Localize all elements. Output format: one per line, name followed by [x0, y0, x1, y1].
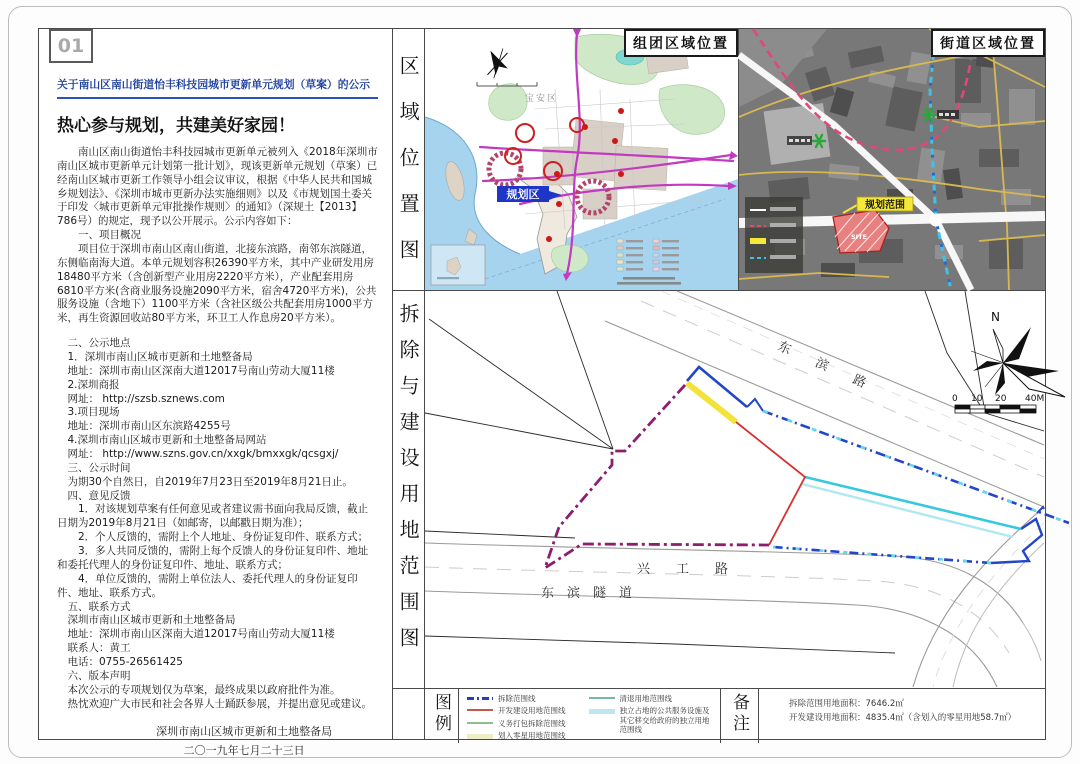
- legend-swatch: [467, 709, 493, 711]
- notice-paragraph: 项目位于深圳市南山区南山街道，北接东滨路，南邻东滨隧道，东侧临南海大道。本单元规划容积26390平方米，其中产业研发用房18480平方米（含创新型产业用房2220平方米），产业配套用房6810平方米(含商业服务设施2090平方米，宿舍4720平方米)，公共服务设施（含地下）1100平方米（含社区级公共配套用房1000平方米，再生资源回收站80平方米，环卫工人作息房20平方米）。: [57, 243, 377, 325]
- signature-block: [134, 723, 354, 760]
- legend-item: [467, 694, 579, 703]
- cluster-map-cell: [425, 29, 739, 290]
- notes-body: [759, 689, 1045, 743]
- site-plan-map: [425, 291, 1044, 688]
- legend-swatch: [589, 709, 615, 714]
- label-region-location-map: 区域位置图: [396, 55, 421, 285]
- legend-item-label: 拆除范围线: [498, 694, 536, 703]
- legend-item: [467, 731, 579, 740]
- label-demolition-construction-map: 拆除与建设用地范围图: [396, 303, 421, 663]
- notice-paragraph: 联系人：黄工: [67, 642, 131, 655]
- road-label-dongbin: 东滨路: [775, 338, 894, 403]
- notice-paragraph: 南山区南山街道怡丰科技园城市更新单元被列入《2018年深圳市南山区城市更新单元计划第一批计划》，现该更新单元规划（草案）已经南山区城市更新工作领导小组会议审议，根据《中华人民共和国城乡规划法》、《深圳市城市更新办法实施细则》以及《市规划国土委关于印发〈城市更新单元审批操作规则〉的通知》（深规土【2013】786号）的规定，现予以公开展示。公示内容如下：: [57, 146, 378, 228]
- notice-paragraph: 电话：0755-26561425: [67, 655, 183, 668]
- site-text: SITE: [851, 233, 867, 241]
- legend-item: [589, 694, 716, 703]
- street-map: [739, 29, 1045, 290]
- notice-paragraph: 地址：深圳市南山区深南大道12017号南山劳动大厦11楼: [67, 364, 335, 377]
- notice-paragraph: 本次公示的专项规划仅为草案，最终成果以政府批件为准。: [67, 683, 341, 696]
- notice-paragraph: 2.深圳商报: [67, 378, 120, 391]
- notice-paragraph: 网址： http://www.szns.gov.cn/xxgk/bmxxgk/qcsgxj/: [67, 448, 339, 461]
- legend-item: [467, 706, 579, 715]
- section-label-strip: [393, 29, 425, 739]
- cluster-map-badge: 组团区域位置: [624, 29, 738, 57]
- notice-paragraph: 六、版本声明: [67, 669, 131, 682]
- street-map-badge: 街道区域位置: [931, 29, 1045, 57]
- inset-map: [431, 245, 485, 285]
- notice-slogan: 热心参与规划，共建美好家园！: [57, 116, 295, 136]
- notice-paragraph: 4.深圳市南山区城市更新和土地整备局网站: [67, 434, 267, 447]
- station-label: [787, 136, 812, 145]
- title-rule: [57, 97, 378, 99]
- notice-paragraph: 地址：深圳市南山区东滨路4255号: [67, 420, 231, 433]
- notice-paragraph: 4．单位反馈的，需附上单位法人、委托代理人的身份证复印件、地址、联系方式。: [57, 572, 358, 599]
- signature-date: 二〇一九年七月二十三日: [183, 744, 305, 758]
- svg-text:10: 10: [971, 394, 983, 404]
- baoan-district-label: 宝安区: [525, 94, 559, 104]
- legend-label: 图例: [431, 693, 451, 735]
- legend-item-label: 划入零星用地范围线: [498, 731, 566, 741]
- street-legend-box: [745, 197, 803, 273]
- notice-paragraph: 1．对该规划草案有任何意见或者建议需书面向我局反馈，截止日期为2019年8月21日（如邮寄，以邮戳日期为准）；: [57, 503, 369, 530]
- notice-paragraph: 为期30个自然日，自2019年7月23日至2019年8月21日止。: [67, 475, 353, 488]
- legend-swatch: [467, 734, 493, 739]
- svg-text:40M: 40M: [1025, 394, 1045, 404]
- legend-body: [459, 689, 721, 743]
- legend-notes-row: [425, 689, 1045, 743]
- notice-title: 关于南山区南山街道怡丰科技园城市更新单元规划（草案）的公示: [57, 78, 371, 91]
- legend-item: [589, 706, 716, 734]
- notice-paragraph: 3．多人共同反馈的，需附上每个反馈人的身份证复印件、地址和委托代理人的身份证复印件、地址、联系方式；: [57, 545, 369, 571]
- note-line: 开发建设用地面积：4835.4㎡（含划入的零星用地58.7㎡）: [789, 713, 1017, 724]
- site-polygon: [833, 210, 889, 253]
- road-label-tunnel: 东滨隧道: [541, 586, 646, 601]
- street-map-cell: [739, 29, 1045, 290]
- legend-swatch: [589, 697, 615, 699]
- legend-item-label: 开发建设用地范围线: [498, 706, 566, 716]
- legend-item: [467, 719, 579, 728]
- notice-sheet: [38, 28, 1046, 758]
- notice-paragraph: 二、公示地点: [67, 337, 131, 350]
- legend-item-label: 义务打包拆除范围线: [498, 718, 566, 728]
- cluster-map: [425, 29, 738, 290]
- location-maps-row: [425, 29, 1045, 291]
- page-number: 01: [57, 35, 85, 57]
- notice-paragraph: 3.项目现场: [67, 406, 120, 419]
- notice-paragraph: 三、公示时间: [67, 461, 131, 474]
- notice-panel: [39, 29, 393, 758]
- note-line: 拆除范围用地面积：7646.2㎡: [789, 699, 904, 709]
- notice-paragraph: 热忱欢迎广大市民和社会各界人士踊跃参展，并提出意见或建议。: [67, 697, 372, 710]
- road-label-xinggong: 兴工路: [637, 562, 755, 577]
- notice-paragraph: 五、联系方式: [67, 600, 131, 613]
- legend-swatch: [467, 697, 493, 700]
- notice-paragraph: 深圳市南山区城市更新和土地整备局: [67, 614, 236, 627]
- notice-paragraph: 地址：深圳市南山区深南大道12017号南山劳动大厦11楼: [67, 628, 335, 641]
- notice-paragraph: 2．个人反馈的，需附上个人地址、身份证复印件、联系方式；: [78, 531, 369, 544]
- planning-area-text: 规划区: [506, 188, 540, 201]
- legend-column-1: [467, 694, 579, 741]
- svg-text:N: N: [991, 310, 1000, 324]
- legend-swatch: [467, 722, 493, 724]
- legend-column-2: [589, 694, 716, 741]
- road-junction-dot: [930, 214, 943, 227]
- page-number-box: [49, 29, 93, 63]
- notice-paragraph: 一、项目概况: [78, 229, 141, 242]
- svg-text:0: 0: [952, 394, 958, 404]
- notice-body: [57, 146, 378, 711]
- legend-item-label: 独立占地的公共服务设施及其它移交给政府的独立用地范围线: [619, 706, 710, 735]
- legend-item-label: 清退用地范围线: [619, 694, 673, 703]
- notice-paragraph: 网址： http://szsb.sznews.com: [67, 392, 225, 405]
- notes-label: 备注: [729, 693, 749, 735]
- station-label: [937, 110, 959, 119]
- notice-paragraph: 四、意见反馈: [67, 489, 131, 502]
- signature-org: 深圳市南山区城市更新和土地整备局: [156, 725, 333, 739]
- site-plan-cell: [425, 291, 1045, 689]
- svg-text:20: 20: [995, 394, 1007, 404]
- planning-scope-text: 规划范围: [865, 200, 905, 211]
- notice-paragraph: 1．深圳市南山区城市更新和土地整备局: [67, 351, 253, 364]
